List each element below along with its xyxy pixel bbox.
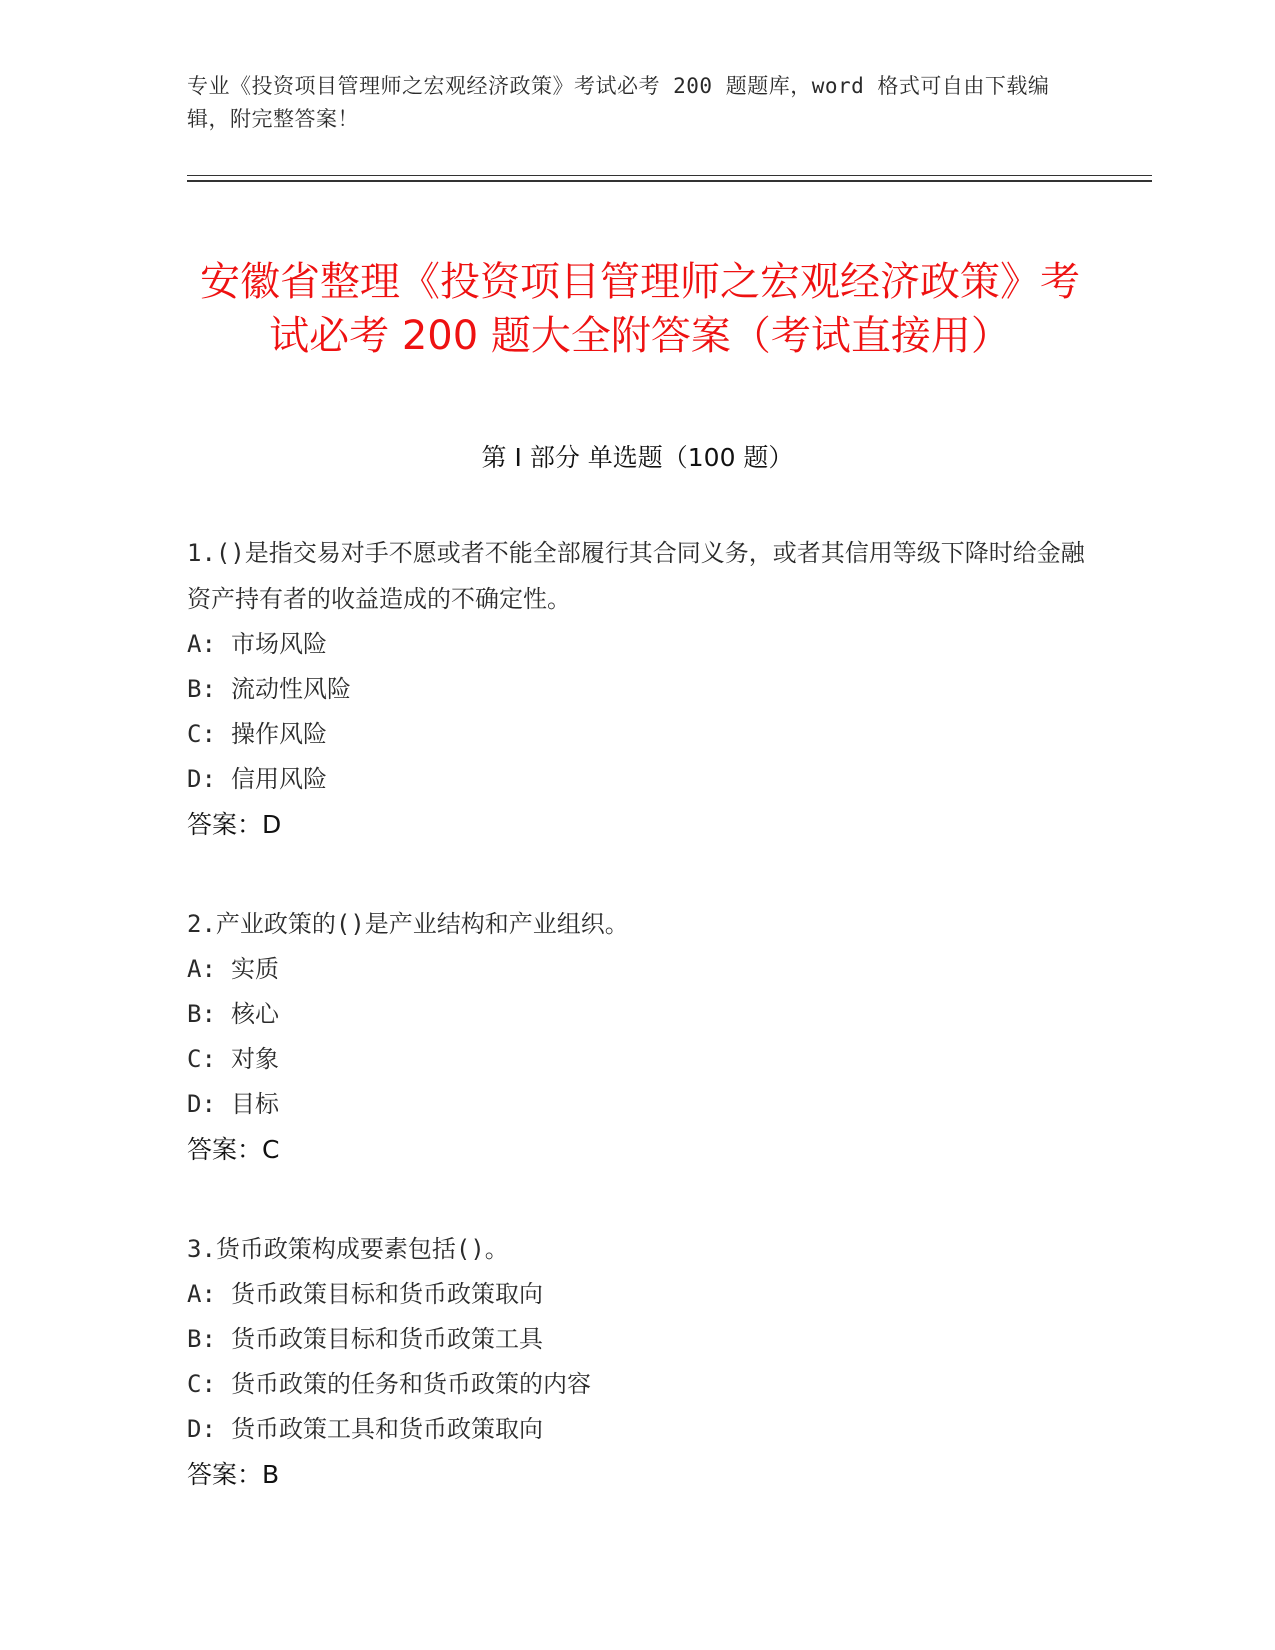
header-divider-thin <box>187 175 1152 176</box>
section-title: 第 I 部分 单选题（100 题） <box>481 443 794 472</box>
question-1 <box>187 530 1087 847</box>
option-c <box>187 712 1087 757</box>
question-2 <box>187 901 1087 1172</box>
option-letter: C: <box>187 720 216 748</box>
option-text: 核心 <box>231 1000 279 1028</box>
question-stem: 2.产业政策的()是产业结构和产业组织。 <box>187 910 629 938</box>
option-text: 操作风险 <box>231 720 327 748</box>
option-a <box>187 622 1087 667</box>
option-letter: B: <box>187 1000 216 1028</box>
option-c <box>187 1362 1087 1407</box>
option-letter: A: <box>187 1280 216 1308</box>
option-text: 市场风险 <box>231 630 327 658</box>
option-text: 货币政策工具和货币政策取向 <box>231 1415 543 1443</box>
option-letter: B: <box>187 1325 216 1353</box>
option-letter: A: <box>187 955 216 983</box>
question-3 <box>187 1226 1087 1497</box>
option-letter: D: <box>187 1415 216 1443</box>
option-text: 对象 <box>231 1045 279 1073</box>
option-c <box>187 1037 1087 1082</box>
option-letter: C: <box>187 1370 216 1398</box>
option-text: 货币政策的任务和货币政策的内容 <box>231 1370 591 1398</box>
option-a <box>187 947 1087 992</box>
option-b <box>187 1317 1087 1362</box>
option-letter: A: <box>187 630 216 658</box>
option-b <box>187 667 1087 712</box>
option-text: 货币政策目标和货币政策工具 <box>231 1325 543 1353</box>
answer-line: 答案：B <box>187 1460 280 1489</box>
document-title: 安徽省整理《投资项目管理师之宏观经济政策》考试必考 200 题大全附答案（考试直接用） <box>200 258 1080 359</box>
question-list <box>187 530 1087 1551</box>
option-text: 实质 <box>231 955 279 983</box>
option-text: 信用风险 <box>231 765 327 793</box>
option-letter: B: <box>187 675 216 703</box>
option-d <box>187 1082 1087 1127</box>
header-divider-thick <box>187 180 1152 182</box>
option-text: 目标 <box>231 1090 279 1118</box>
option-b <box>187 992 1087 1037</box>
question-stem: 1.()是指交易对手不愿或者不能全部履行其合同义务，或者其信用等级下降时给金融资产持有者的收益造成的不确定性。 <box>187 539 1085 613</box>
option-d <box>187 757 1087 802</box>
option-text: 货币政策目标和货币政策取向 <box>231 1280 543 1308</box>
answer-line: 答案：C <box>187 1135 280 1164</box>
option-a <box>187 1272 1087 1317</box>
question-stem: 3.货币政策构成要素包括()。 <box>187 1235 509 1263</box>
header-note: 专业《投资项目管理师之宏观经济政策》考试必考 200 题题库，word 格式可自由下载编辑，附完整答案！ <box>187 74 1050 131</box>
option-text: 流动性风险 <box>231 675 351 703</box>
option-letter: D: <box>187 765 216 793</box>
option-letter: D: <box>187 1090 216 1118</box>
answer-line: 答案：D <box>187 810 282 839</box>
option-d <box>187 1407 1087 1452</box>
option-letter: C: <box>187 1045 216 1073</box>
